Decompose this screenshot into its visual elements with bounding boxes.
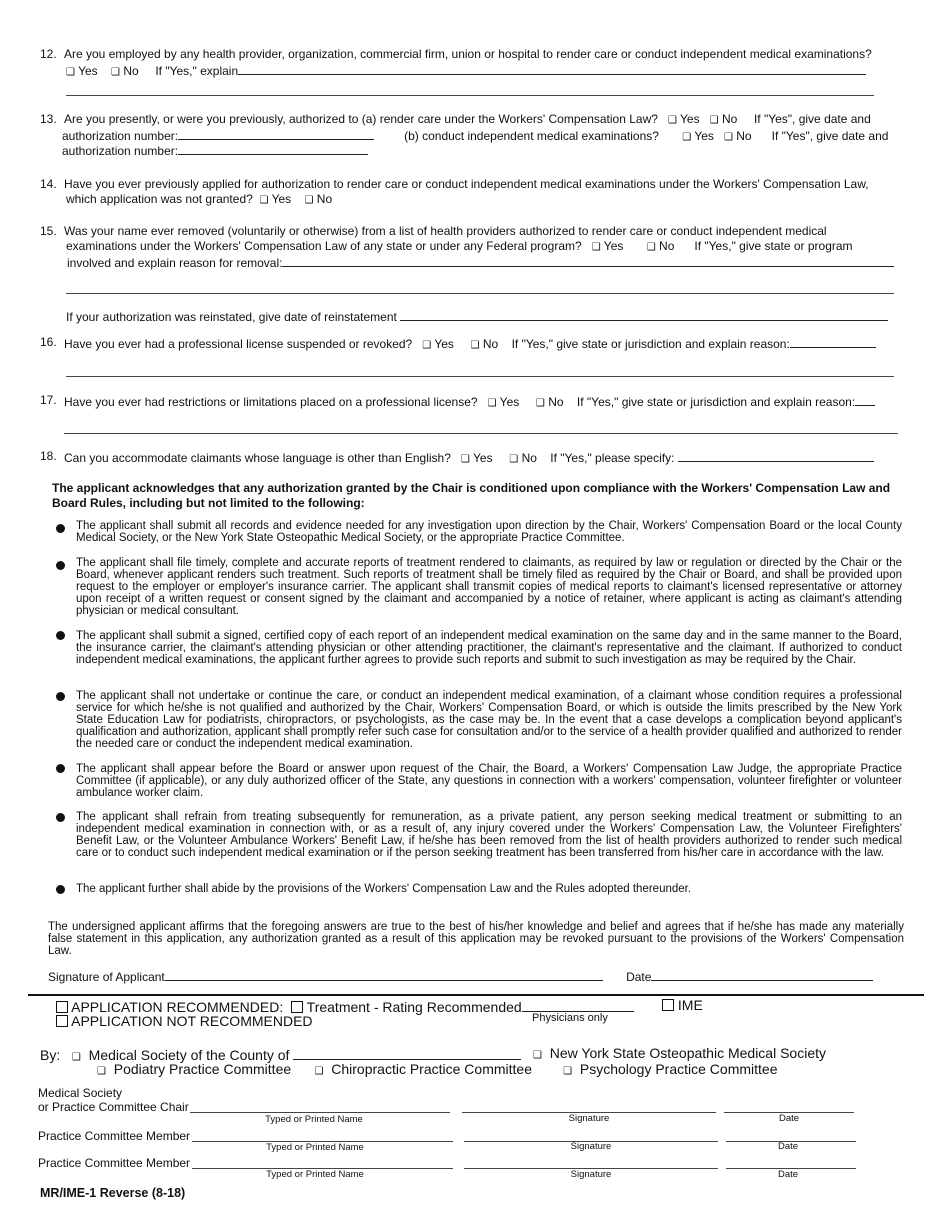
q12-text: Are you employed by any health provider, organization, commercial firm, union or hospital to render care or conduct independent medical examinations? (64, 47, 872, 61)
q17-if-label: If "Yes," give state or jurisdiction and explain reason: (576, 395, 856, 409)
condition-3: The applicant shall submit a signed, certified copy of each report of an independent medical examination on the same day and in the same manner to the Board, the insurance carrier, the claimant's attending physician or other attending practitioner, the claimant's representative and the claimant. If authorized to conduct independent medical examinations, the applicant further agrees to provide such reports and submit to such investigation as may be required by the Chair. (76, 630, 902, 666)
q15-reason-line2[interactable] (66, 293, 894, 294)
committee-row (97, 1061, 778, 1080)
q12-number: 12. (40, 47, 57, 61)
chair-label-line1: Medical Society (38, 1086, 123, 1100)
q13b-yes-label: Yes (694, 129, 714, 143)
podiatry-label: Podiatry Practice Committee (113, 1061, 292, 1077)
q18-yes-checkbox[interactable]: ❑ (460, 454, 470, 465)
q17-yes-checkbox[interactable]: ❑ (487, 398, 497, 409)
q13b-auth-label: authorization number: (62, 144, 179, 158)
q13b-no-label: No (736, 129, 752, 143)
signature-label: Signature of Applicant (48, 970, 165, 984)
q17-reason-field[interactable] (855, 393, 875, 406)
by-label: By: (40, 1047, 61, 1063)
chair-signature-caption: Signature (568, 1113, 610, 1124)
q15-number: 15. (40, 224, 57, 238)
q13a-if-label: If "Yes", give date and (753, 112, 871, 126)
q16-line (64, 335, 876, 353)
office-use-divider (28, 994, 924, 996)
q13b-if-label: If "Yes", give date and (771, 129, 889, 143)
member1-label: Practice Committee Member (38, 1129, 191, 1143)
recommended-checkbox[interactable] (56, 1001, 68, 1013)
q17-question: Have you ever had restrictions or limitations placed on a professional license? (64, 395, 478, 409)
q17-no-checkbox[interactable]: ❑ (535, 398, 545, 409)
condition-7: The applicant further shall abide by the provisions of the Workers' Compensation Law and the Rules adopted thereunder. (76, 883, 692, 895)
member2-date-caption: Date (777, 1169, 799, 1180)
bullet-7-icon (56, 885, 65, 894)
member2-label: Practice Committee Member (38, 1156, 191, 1170)
bullet-3-icon (56, 631, 65, 640)
q15-reinstated-label: If your authorization was reinstated, give date of reinstatement (66, 310, 397, 324)
q13-line3 (62, 142, 368, 159)
q13-question-b: (b) conduct independent medical examinations? (404, 129, 659, 143)
q15-line1: Was your name ever removed (voluntarily or otherwise) from a list of health providers authorized to render care or conduct independent medical (64, 224, 827, 238)
q16-yes-checkbox[interactable]: ❑ (422, 340, 432, 351)
q13-line1 (64, 112, 871, 128)
q14-line2 (66, 192, 332, 208)
q12-explain-line2[interactable] (66, 95, 874, 96)
treatment-rating-field[interactable] (522, 997, 634, 1012)
psych-label: Psychology Practice Committee (579, 1061, 778, 1077)
q15-question: examinations under the Workers' Compensation Law of any state or under any Federal program? (66, 239, 582, 253)
treatment-checkbox[interactable] (291, 1001, 303, 1013)
q13b-yes-checkbox[interactable]: ❑ (682, 132, 692, 143)
q18-specify-field[interactable] (678, 449, 874, 462)
q15-yes-checkbox[interactable]: ❑ (591, 242, 601, 253)
q18-no-label: No (521, 451, 537, 465)
q12-no-label: No (123, 64, 139, 78)
q12-yes-checkbox[interactable]: ❑ (66, 67, 75, 78)
q16-no-checkbox[interactable]: ❑ (470, 340, 480, 351)
q16-number: 16. (40, 335, 57, 349)
chair-typed-caption: Typed or Printed Name (265, 1114, 363, 1125)
condition-2: The applicant shall file timely, complete and accurate reports of treatment rendered to claimants, as required by law or regulation or directed by the Chair or the Board, whenever applicant renders such treatment. Such reports of treatment shall be timely filed as required by the Chair or Board, and shall be provided upon request to the employer or employer's insurance carrier. The applicant shall transmit copies of medical reports to claimant's licensed representative or attorney upon receipt of a written request or consent signed by the claimant and accompanied by a notice of retainer, where applicant is acting as claimant's attending physician or medical consultant. (76, 557, 902, 617)
q12-no-checkbox[interactable]: ❑ (111, 67, 120, 78)
q13a-yes-label: Yes (680, 112, 700, 126)
q15-no-checkbox[interactable]: ❑ (646, 242, 656, 253)
med-society-county-field[interactable] (293, 1045, 521, 1060)
signature-row (48, 968, 873, 985)
q13b-auth-field[interactable] (178, 142, 368, 155)
ime-checkbox[interactable] (662, 999, 674, 1011)
q12-options (66, 62, 866, 80)
condition-1: The applicant shall submit all records and evidence needed for any investigation upon direction by the Chair, Workers' Compensation Board or the local County Medical Society, or the New York State Osteopathic Medical Society, or the appropriate Practice Committee. (76, 520, 902, 544)
treatment-label: Treatment - Rating Recommended (306, 999, 522, 1015)
condition-6: The applicant shall refrain from treating subsequently for remuneration, as a private patient, any person seeking medical treatment or submitting to an independent medical examination in connection with, or as a result of, any injury covered under the Workers' Compensation Law, the Volunteer Firefighters' Benefit Law, or the Volunteer Ambulance Workers' Benefit Law, if he/she has been removed from the list of health providers authorized to render such medical care or to conduct such independent medical examination or if the person seeking treatment has been transferred from his/her care in accordance with the law. (76, 811, 902, 859)
q15-line3 (67, 254, 894, 271)
member1-date-caption: Date (777, 1141, 799, 1152)
psych-checkbox[interactable]: ❑ (563, 1066, 573, 1077)
q18-number: 18. (40, 449, 57, 463)
q18-line (64, 449, 874, 467)
signature-field[interactable] (165, 968, 603, 981)
med-society-checkbox[interactable]: ❑ (71, 1052, 81, 1063)
ime-label: IME (677, 997, 703, 1013)
chair-label-line2: or Practice Committee Chair (38, 1100, 189, 1114)
q13-question-a: Are you presently, or were you previously, authorized to (a) render care under the Workers' Compensation Law? (64, 112, 658, 126)
q14-yes-label: Yes (271, 192, 292, 206)
q16-yes-label: Yes (434, 337, 454, 351)
member2-signature-caption: Signature (570, 1169, 612, 1180)
chair-name-field[interactable] (190, 1112, 450, 1113)
bullet-5-icon (56, 764, 65, 773)
q15-no-label: No (659, 239, 675, 253)
condition-5: The applicant shall appear before the Board or answer upon request of the Chair, the Board, a Workers' Compensation Law Judge, the appropriate Practice Committee (if applicable), or any duly authorized officer of the State, any questions in connection with a workers' compensation, volunteer firefighter or volunteer ambulance worker claim. (76, 763, 902, 799)
q14-line1: Have you ever previously applied for authorization to render care or conduct independent medical examinations under the Workers' Compensation Law, (64, 177, 869, 191)
q16-if-label: If "Yes," give state or jurisdiction and explain reason: (511, 337, 790, 351)
physicians-only-note: Physicians only (532, 1012, 608, 1024)
q13a-auth-field[interactable] (178, 127, 374, 140)
q12-if-label: If "Yes," explain (155, 64, 239, 78)
member2-typed-caption: Typed or Printed Name (266, 1169, 364, 1180)
member1-signature-caption: Signature (570, 1141, 612, 1152)
q16-reason-line2[interactable] (66, 376, 894, 377)
bullet-6-icon (56, 813, 65, 822)
q14-question: which application was not granted? (66, 192, 253, 206)
q13b-no-checkbox[interactable]: ❑ (723, 132, 733, 143)
q15-reason-label: involved and explain reason for removal: (67, 256, 283, 270)
chair-date-caption: Date (778, 1113, 800, 1124)
q18-question: Can you accommodate claimants whose language is other than English? (64, 451, 451, 465)
q15-reason-field[interactable] (282, 254, 894, 267)
q16-reason-field[interactable] (790, 335, 876, 348)
q18-no-checkbox[interactable]: ❑ (509, 454, 519, 465)
q14-number: 14. (40, 177, 57, 191)
q13a-no-checkbox[interactable]: ❑ (709, 115, 719, 126)
not-recommended-row (56, 1013, 313, 1030)
not-recommended-checkbox[interactable] (56, 1015, 68, 1027)
signature-date-field[interactable] (651, 968, 873, 981)
q13a-no-label: No (721, 112, 738, 126)
q16-question: Have you ever had a professional license suspended or revoked? (64, 337, 413, 351)
bullet-1-icon (56, 524, 65, 533)
q16-no-label: No (482, 337, 499, 351)
bullet-2-icon (56, 561, 65, 570)
q18-yes-label: Yes (473, 451, 493, 465)
q18-if-label: If "Yes," please specify: (550, 451, 675, 465)
podiatry-checkbox[interactable]: ❑ (97, 1066, 106, 1077)
signature-date-label: Date (626, 970, 652, 984)
q17-number: 17. (40, 393, 57, 407)
osteo-label: New York State Osteopathic Medical Society (549, 1045, 827, 1061)
q12-explain-field[interactable] (238, 62, 866, 75)
q15-yes-label: Yes (603, 239, 624, 253)
acknowledgement-heading: The applicant acknowledges that any authorization granted by the Chair is conditioned upon compliance with the Workers' Compensation Law and Board Rules, including but not limited to the following: (52, 481, 891, 510)
q13a-yes-checkbox[interactable]: ❑ (667, 115, 677, 126)
q17-yes-label: Yes (499, 395, 520, 409)
q14-no-label: No (316, 192, 333, 206)
ime-row (662, 997, 703, 1014)
med-society-label: Medical Society of the County of (88, 1047, 290, 1063)
condition-4: The applicant shall not undertake or continue the care, or conduct an independent medical examination, of a claimant whose condition requires a professional service for which he/she is not qualified and authorized by the Chair, Workers' Compensation Board, or which is outside the limits prescribed by the New York State Education Law for podiatrists, chiropractors, or psychologists, as the case may be. In the event that a case develops a complication beyond applicant's qualification and authorization, applicant shall promptly refer such case for consultation and/or to the service of a health provider qualified and authorized to render the needed care or conduct the independent medical examination. (76, 690, 902, 750)
form-id-footer: MR/IME-1 Reverse (8-18) (40, 1186, 186, 1200)
not-recommended-label: APPLICATION NOT RECOMMENDED (71, 1013, 313, 1029)
q17-no-label: No (548, 395, 564, 409)
q15-reinstated (66, 308, 888, 325)
q15-if-label: If "Yes," give state or program (694, 239, 853, 253)
q17-line (64, 393, 875, 411)
osteo-checkbox[interactable]: ❑ (533, 1050, 542, 1061)
chiro-label: Chiropractic Practice Committee (331, 1061, 532, 1077)
q15-line2 (66, 239, 853, 255)
q17-reason-line2[interactable] (64, 433, 898, 434)
recommended-label: APPLICATION RECOMMENDED: (71, 999, 284, 1015)
q13a-auth-label: authorization number: (62, 129, 179, 143)
chiro-checkbox[interactable]: ❑ (314, 1066, 324, 1077)
q13-number: 13. (40, 112, 57, 126)
q14-yes-checkbox[interactable]: ❑ (259, 195, 269, 206)
q14-no-checkbox[interactable]: ❑ (304, 195, 314, 206)
bullet-4-icon (56, 692, 65, 701)
q15-reinstated-field[interactable] (400, 308, 888, 321)
affirmation-text: The undersigned applicant affirms that the foregoing answers are true to the best of his/her knowledge and belief and agrees that if he/she has made any materially false statement in this application, any authorization granted as a result of this application may be revoked pursuant to the provisions of the Workers' Compensation Law. (48, 921, 904, 957)
member1-typed-caption: Typed or Printed Name (266, 1142, 364, 1153)
q12-yes-label: Yes (78, 64, 98, 78)
